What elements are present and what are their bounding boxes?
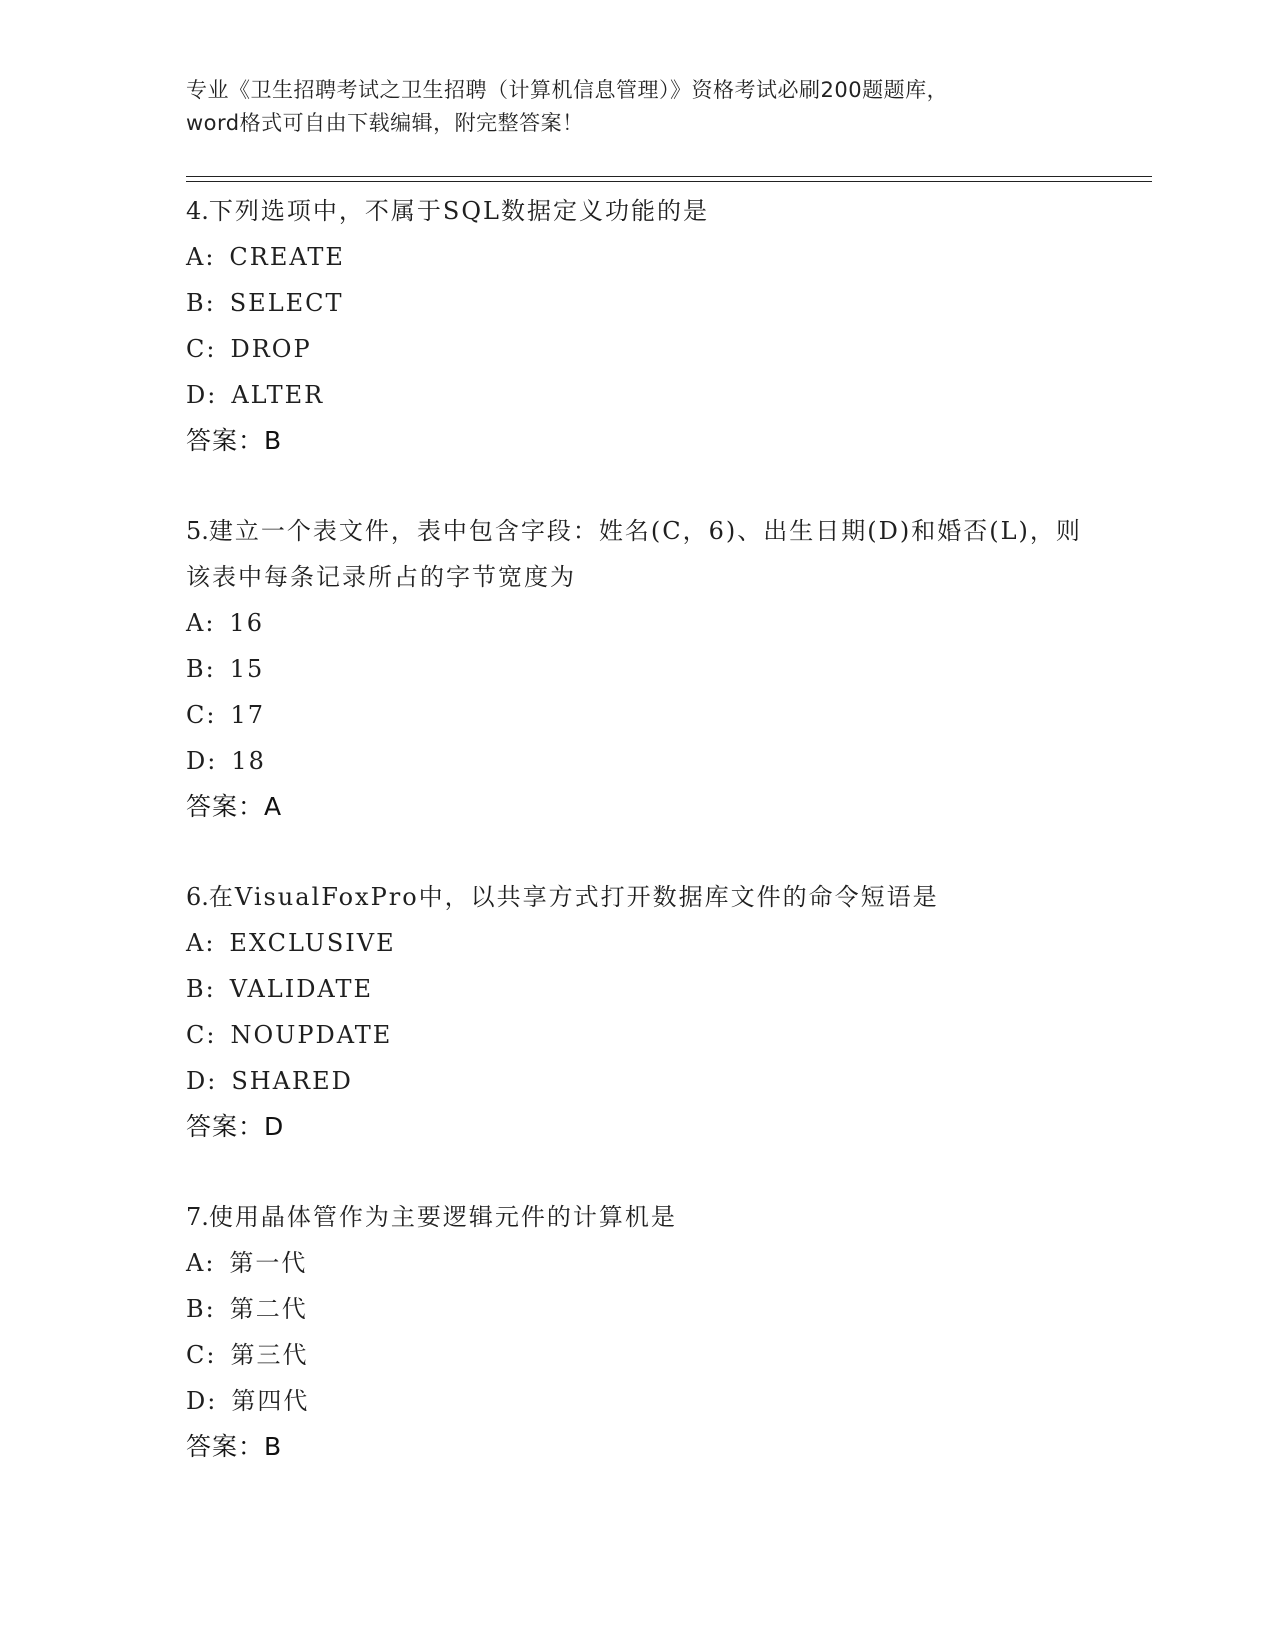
option-d [186,1378,1086,1424]
option-label: D: [186,1387,218,1415]
option-text: 17 [230,701,265,729]
option-d [186,738,1086,784]
question-text [186,874,1086,920]
option-c [186,692,1086,738]
option-text: 第二代 [229,1295,308,1323]
option-label: A: [186,243,216,271]
option-b [186,280,1086,326]
option-text: 第四代 [231,1387,310,1415]
option-label: C: [186,335,217,363]
question-stem: 在VisualFoxPro中，以共享方式打开数据库文件的命令短语是 [208,883,939,911]
option-text: 15 [229,655,265,683]
option-c [186,1332,1086,1378]
option-text: SHARED [231,1067,353,1095]
option-label: C: [186,1021,217,1049]
option-label: A: [186,1249,216,1277]
option-text: VALIDATE [229,975,373,1003]
option-b [186,646,1086,692]
option-text: EXCLUSIVE [229,929,396,957]
question-number: 5. [186,517,209,545]
option-label: B: [186,289,216,317]
option-a [186,600,1086,646]
option-d [186,1058,1086,1104]
option-text: CREATE [229,243,345,271]
option-text: NOUPDATE [230,1021,393,1049]
option-label: D: [186,747,218,775]
option-b [186,966,1086,1012]
option-label: D: [186,1067,218,1095]
header-line-2: word格式可自由下载编辑，附完整答案！ [186,111,584,135]
question-5 [186,508,1086,830]
header-divider-top [186,176,1152,177]
question-number: 4. [186,197,209,225]
option-a [186,1240,1086,1286]
question-text [186,508,1086,600]
option-label: C: [186,701,217,729]
question-number: 7. [186,1203,209,1231]
option-text: 18 [231,747,266,775]
option-text: 第三代 [230,1341,309,1369]
option-label: A: [186,609,216,637]
question-7 [186,1194,1086,1470]
option-c [186,1012,1086,1058]
option-text: 16 [229,609,264,637]
question-text [186,1194,1086,1240]
option-b [186,1286,1086,1332]
answer-line: 答案：B [186,1432,283,1461]
option-text: SELECT [229,289,344,317]
answer-line: 答案：B [186,426,283,455]
header-line-1: 专业《卫生招聘考试之卫生招聘（计算机信息管理）》资格考试必刷200题题库， [186,78,949,102]
question-4 [186,188,1086,464]
option-a [186,234,1086,280]
option-label: B: [186,655,216,683]
header-divider-bottom [186,181,1152,182]
question-stem: 下列选项中，不属于SQL数据定义功能的是 [208,197,709,225]
question-list [186,188,1086,1514]
option-label: B: [186,975,216,1003]
answer-line: 答案：D [186,1112,285,1141]
option-a [186,920,1086,966]
question-stem: 使用晶体管作为主要逻辑元件的计算机是 [208,1203,677,1231]
answer-line: 答案：A [186,792,283,821]
option-text: 第一代 [229,1249,308,1277]
option-text: ALTER [231,381,325,409]
document-header [186,74,1086,140]
question-text [186,188,1086,234]
option-text: DROP [230,335,312,363]
option-label: C: [186,1341,217,1369]
option-c [186,326,1086,372]
option-d [186,372,1086,418]
question-number: 6. [186,883,209,911]
question-6 [186,874,1086,1150]
option-label: A: [186,929,216,957]
option-label: D: [186,381,218,409]
option-label: B: [186,1295,216,1323]
question-stem: 建立一个表文件，表中包含字段：姓名(C，6)、出生日期(D)和婚否(L)，则该表中每条记录所占的字节宽度为 [186,517,1082,591]
